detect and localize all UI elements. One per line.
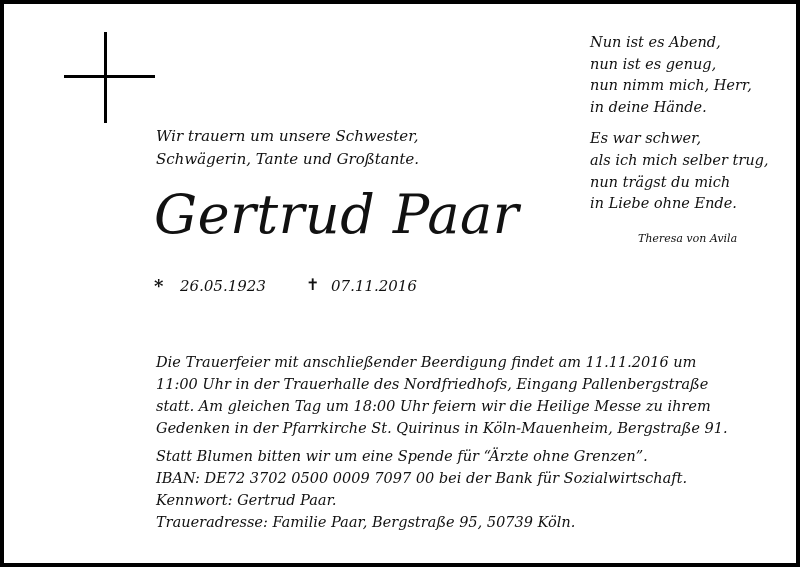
body-line: Gedenken in der Pfarrkirche St. Quirinus in Köln-Mauenheim, Bergstraße 91. xyxy=(156,421,728,437)
poem-line: als ich mich selber trug, xyxy=(590,152,769,169)
donation-paragraph xyxy=(156,446,728,534)
poem-stanza-2 xyxy=(590,129,769,215)
birth-star-icon: * xyxy=(154,276,164,297)
body-line: IBAN: DE72 3702 0500 0009 7097 00 bei der Bank für Sozialwirtschaft. xyxy=(156,471,688,487)
intro-line: Wir trauern um unsere Schwester, xyxy=(156,127,419,145)
mourning-intro xyxy=(156,125,419,171)
birth-date: 26.05.1923 xyxy=(180,277,266,295)
death-date: 07.11.2016 xyxy=(331,277,417,295)
deceased-name: Gertrud Paar xyxy=(154,183,520,246)
poem-line: Es war schwer, xyxy=(590,131,702,148)
poem-line: nun nimm mich, Herr, xyxy=(590,78,752,95)
poem-line: nun ist es genug, xyxy=(590,56,717,73)
body-line: Die Trauerfeier mit anschließender Beerdigung findet am 11.11.2016 um xyxy=(156,355,697,371)
body-line: statt. Am gleichen Tag um 18:00 Uhr feiern wir die Heilige Messe zu ihrem xyxy=(156,399,711,415)
funeral-details xyxy=(156,352,728,534)
cross-horizontal-bar xyxy=(64,75,155,78)
poem xyxy=(590,33,769,216)
body-line: Statt Blumen bitten wir um eine Spende für “Ärzte ohne Grenzen”. xyxy=(156,449,648,465)
poem-author: Theresa von Avila xyxy=(638,232,738,245)
poem-stanza-1 xyxy=(590,33,769,119)
poem-line: Nun ist es Abend, xyxy=(590,35,721,51)
poem-line: in deine Hände. xyxy=(590,99,707,116)
poem-line: nun trägst du mich xyxy=(590,174,731,191)
body-line: Traueradresse: Familie Paar, Bergstraße 95, 50739 Köln. xyxy=(156,515,576,531)
intro-line: Schwägerin, Tante und Großtante. xyxy=(156,150,420,168)
body-line: Kennwort: Gertrud Paar. xyxy=(156,493,337,509)
body-line: 11:00 Uhr in der Trauerhalle des Nordfriedhofs, Eingang Pallenbergstraße xyxy=(156,377,709,393)
poem-line: in Liebe ohne Ende. xyxy=(590,196,737,213)
death-cross-icon: ✝ xyxy=(306,275,320,294)
funeral-info-paragraph xyxy=(156,352,728,440)
